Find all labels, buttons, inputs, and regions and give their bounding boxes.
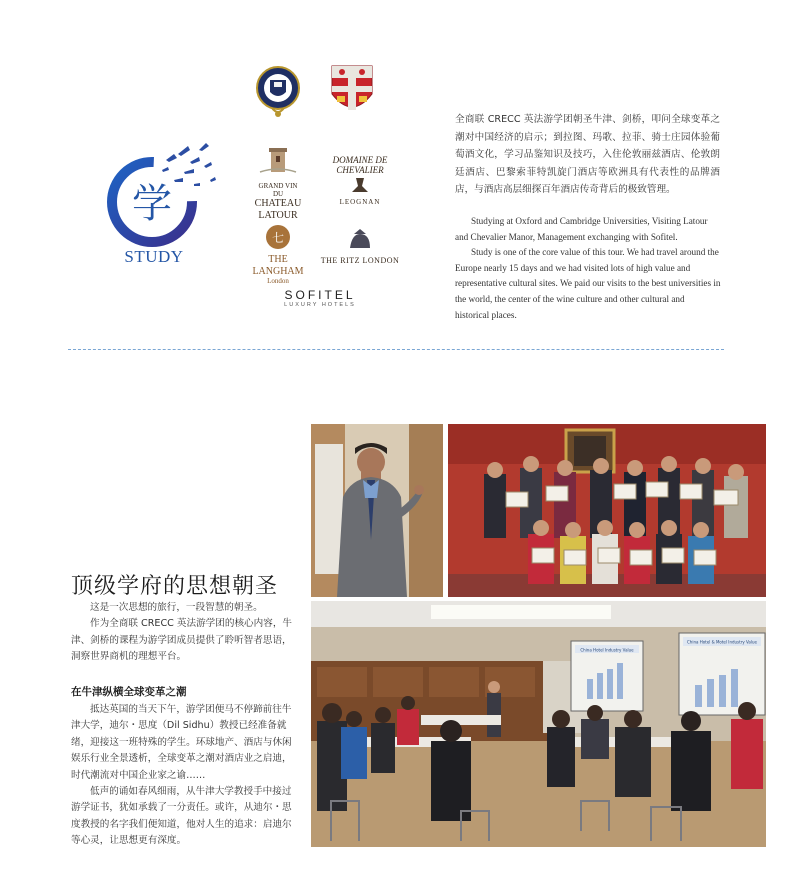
lion-icon — [320, 228, 400, 252]
article-paragraph-3: 抵达英国的当天下午，游学团便马不停蹄前往牛津大学，迪尔・思度（Dil Sidhu）教授已经准备就绪，迎接这一班特殊的学生。环球地产、酒店与休闲娱乐行业全景透析，全球变革之潮对酒店业之启迪，时代潮流对中国企业家之谕…… — [71, 704, 292, 781]
intro-english-p2: Study is one of the core value of this tour. We had travel around the Europe nearly 15 days and we had visited lots of high value and representative cultural sites. We paid our visits to the best universities in the world, the center of the wine culture and other cultural and historical places. — [455, 247, 721, 320]
cambridge-crest-icon — [330, 64, 374, 122]
knight-icon — [322, 176, 398, 194]
article-intro — [71, 600, 297, 666]
chateau-latour-logo: GRAND VIN DU CHATEAU LATOUR — [240, 144, 316, 221]
langham-logo: 七 THE LANGHAM London — [242, 224, 314, 285]
study-label: STUDY — [124, 247, 184, 266]
study-logo-graphic — [104, 140, 224, 250]
article-body — [71, 702, 297, 850]
article-paragraph-2: 作为全商联 CRECC 英法游学团的核心内容，牛津、剑桥的课程为游学团成员提供了聆听智者思语，洞察世界商机的理想平台。 — [71, 618, 293, 663]
photo-classroom — [311, 601, 766, 847]
domaine-chevalier-logo: DOMAINE DE CHEVALIER LEOGNAN — [322, 155, 398, 206]
section-divider — [68, 349, 724, 350]
svg-text:七: 七 — [271, 231, 285, 245]
article-title: 顶级学府的思想朝圣 — [71, 574, 279, 599]
svg-text:China Hotel & Motel Industry V: China Hotel & Motel Industry Value — [687, 639, 757, 645]
oxford-crest-icon — [254, 64, 302, 124]
article-paragraph-1: 这是一次思想的旅行，一段智慧的朝圣。 — [90, 602, 263, 613]
photo-group-certificates — [448, 424, 766, 597]
sofitel-logo: SOFITEL LUXURY HOTELS — [284, 288, 356, 308]
intro-chinese-paragraph: 全商联 CRECC 英法游学团朝圣牛津、剑桥，叩问全球变革之潮对中国经济的启示；到拉图、玛歌、拉菲、骑士庄园体验葡萄酒文化，学习品鉴知识及技巧，入住伦敦丽兹酒店、伦敦朗廷酒店、巴黎索菲特凯旋门酒店等欧洲具有代表性的品牌酒店，与酒店高层细探百年酒店传奇背后的极致管理。 — [455, 114, 720, 195]
article-paragraph-4: 低声的诵如春风细雨，从牛津大学教授手中接过游学证书，犹如承载了一分责任。或许，从迪尔・思度教授的名字我们便知道，他对人生的追求：启迪尔等心灵，让思想更有深度。 — [71, 786, 292, 847]
intro-english-paragraphs — [455, 214, 721, 323]
ritz-logo: THE RITZ LONDON — [320, 228, 400, 265]
photo-lecturer — [311, 424, 443, 597]
intro-english-p1: Studying at Oxford and Cambridge Universities, Visiting Latour and Chevalier Manor, Management exchanging with Sofitel. — [455, 216, 708, 242]
tower-icon — [240, 144, 316, 178]
article-subheading: 在牛津纵横全球变革之潮 — [71, 686, 187, 698]
langham-emblem-icon — [242, 224, 314, 250]
svg-text:学: 学 — [132, 181, 172, 227]
svg-text:China Hotel Industry Value: China Hotel Industry Value — [580, 647, 634, 653]
